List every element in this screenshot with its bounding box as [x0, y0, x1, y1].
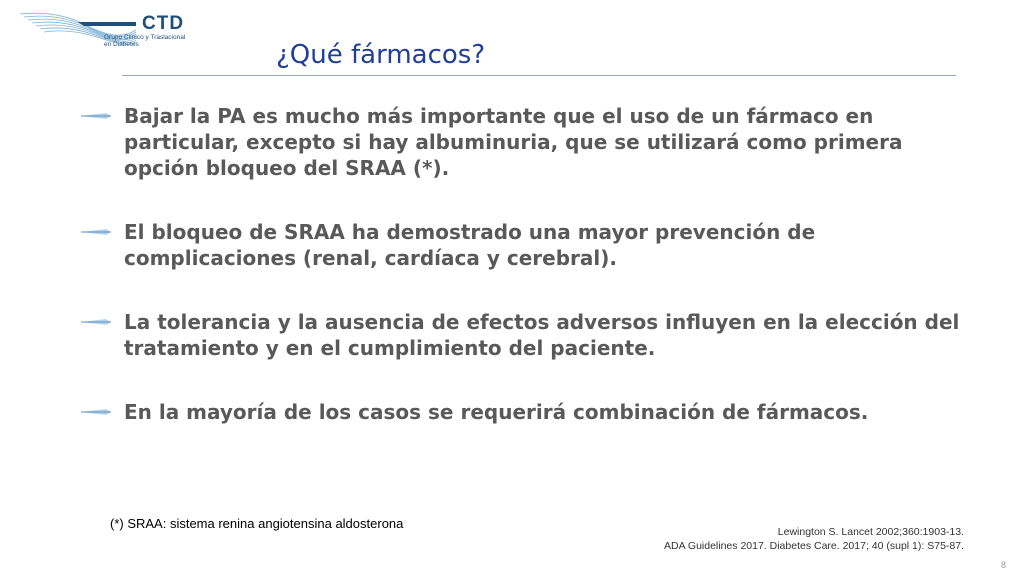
bullet-item: [80, 309, 960, 361]
logo-subtitle: [104, 34, 214, 48]
footnote: (*) SRAA: sistema renina angiotensina aldosterona: [110, 516, 404, 531]
reference-item: ADA Guidelines 2017. Diabetes Care. 2017; 40 (supl 1): S75-87.: [663, 540, 964, 552]
bullet-item: [80, 103, 960, 181]
arrow-bullet-icon: [80, 225, 112, 239]
logo-subtitle-line-2: en Diabetes: [104, 41, 139, 48]
logo-subtitle-line-1: Grupo Clínico y Traslacional: [104, 34, 186, 41]
bullet-text: En la mayoría de los casos se requerirá combinación de fármacos.: [124, 400, 869, 424]
logo: [18, 8, 208, 48]
reference-item: Lewington S. Lancet 2002;360:1903-13.: [777, 526, 964, 538]
bullet-text: Bajar la PA es mucho más importante que el uso de un fármaco en particular, excepto si hay albuminuria, que se utilizará como primera opción bloqueo del SRAA (*).: [124, 104, 903, 180]
bullet-text: La tolerancia y la ausencia de efectos adversos influyen en la elección del tratamiento y en el cumplimiento del paciente.: [124, 310, 960, 360]
arrow-bullet-icon: [80, 315, 112, 329]
page-number: 8: [1000, 560, 1006, 570]
slide-title: ¿Qué fármacos?: [276, 40, 486, 70]
logo-text: CTD: [142, 13, 185, 34]
bullet-item: [80, 219, 960, 271]
bullet-item: [80, 399, 960, 425]
bullet-text: El bloqueo de SRAA ha demostrado una mayor prevención de complicaciones (renal, cardíaca y cerebral).: [124, 220, 816, 270]
title-divider: [122, 75, 956, 76]
references: [664, 525, 964, 553]
bullet-list: [80, 103, 960, 425]
arrow-bullet-icon: [80, 109, 112, 123]
arrow-bullet-icon: [80, 405, 112, 419]
